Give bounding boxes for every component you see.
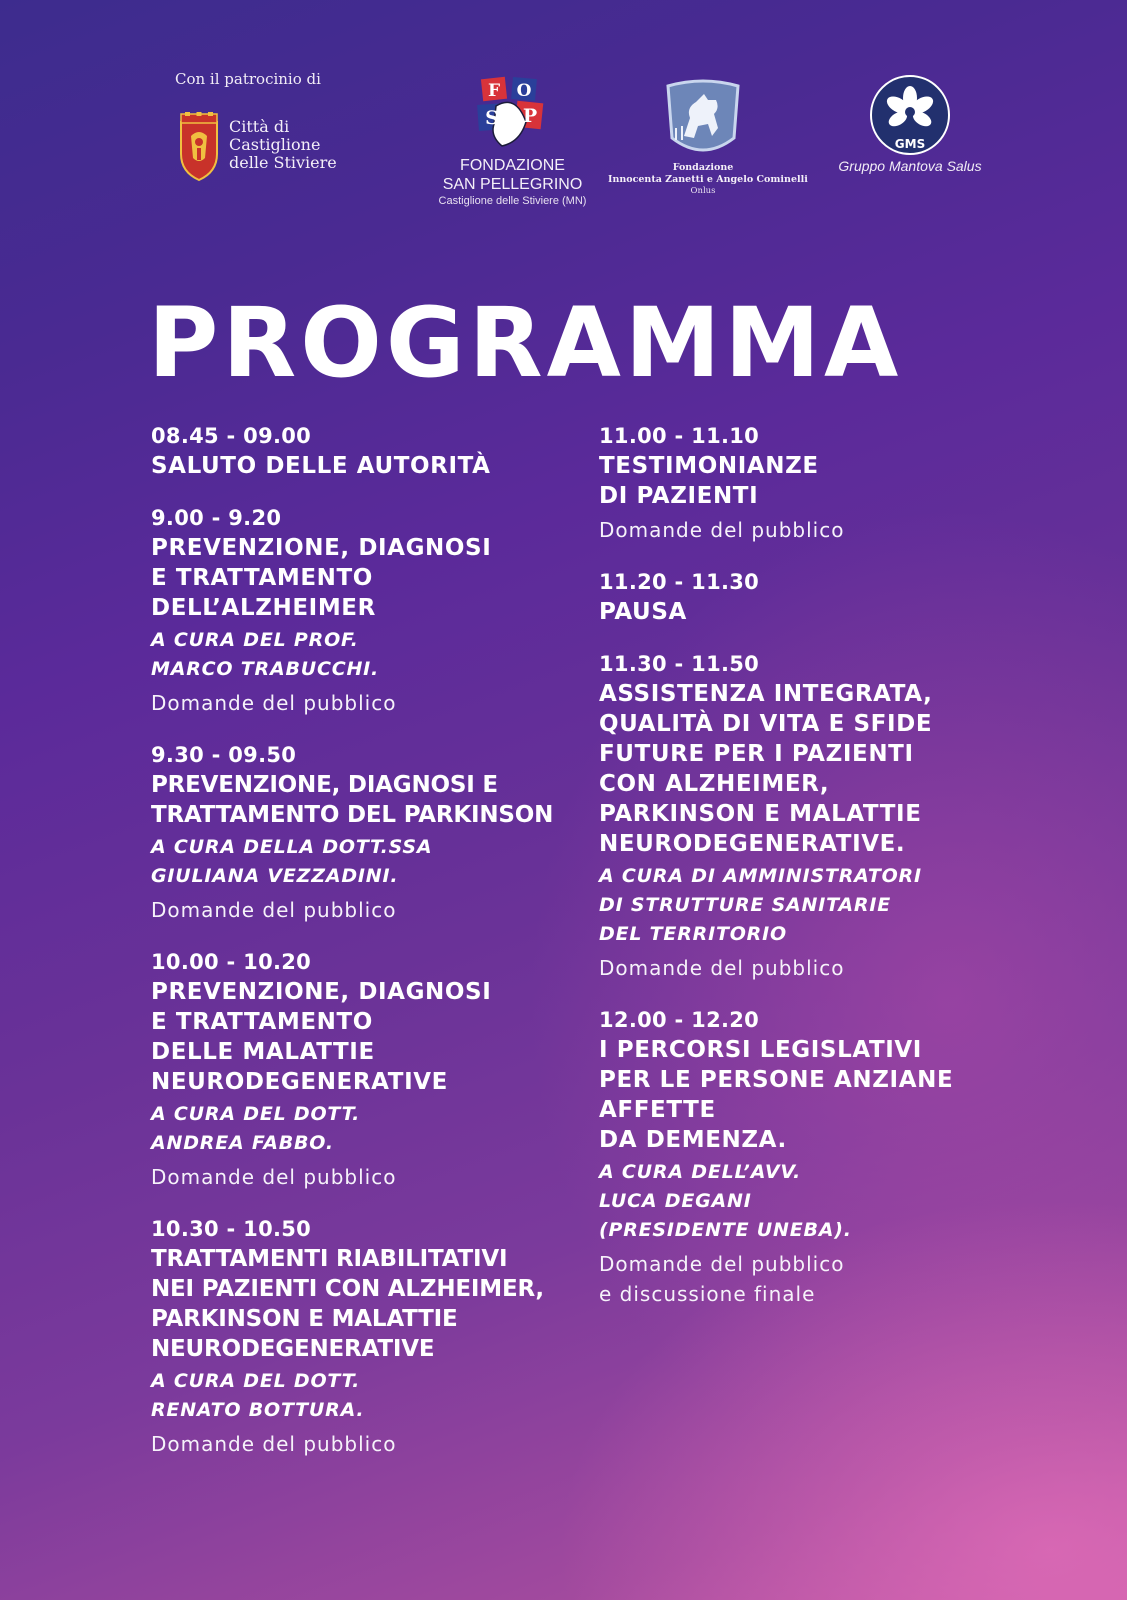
- program-item: [151, 422, 571, 481]
- city-crest-icon: [175, 112, 223, 182]
- session-questions-line: Domande del pubblico: [599, 956, 845, 980]
- session-questions: [151, 895, 571, 925]
- city-name-line-3: delle Stiviere: [229, 153, 337, 172]
- session-curator-line: ANDREA FABBO.: [151, 1132, 334, 1154]
- session-heading-line: PAUSA: [599, 599, 687, 625]
- session-curator: [151, 1367, 571, 1425]
- session-heading-line: TRATTAMENTI RIABILITATIVI: [151, 1246, 508, 1272]
- session-heading-line: QUALITÀ DI VITA E SFIDE: [599, 711, 933, 737]
- fondazione-zanetti-logo: [608, 78, 808, 196]
- session-curator-line: GIULIANA VEZZADINI.: [151, 865, 399, 887]
- sponsor-logos-header: [0, 0, 1127, 230]
- session-heading-line: AFFETTE: [599, 1097, 716, 1123]
- session-heading-line: DELL’ALZHEIMER: [151, 595, 376, 621]
- session-heading-line: PREVENZIONE, DIAGNOSI E: [151, 772, 498, 798]
- session-heading-line: NEI PAZIENTI CON ALZHEIMER,: [151, 1276, 544, 1302]
- page-title: PROGRAMMA: [148, 287, 903, 399]
- session-questions-line: Domande del pubblico: [151, 1165, 397, 1189]
- fosp-name-line-2: SAN PELLEGRINO: [442, 176, 583, 193]
- fosp-letter-p: P: [522, 105, 537, 127]
- session-curator: [151, 626, 571, 684]
- session-curator: [599, 1158, 1019, 1245]
- session-heading-line: DI PAZIENTI: [599, 483, 759, 509]
- fosp-emblem-icon: [468, 76, 558, 156]
- gruppo-mantova-salus-logo: [830, 74, 990, 174]
- session-questions: [151, 688, 571, 718]
- session-curator-line: A CURA DEL DOTT.: [151, 1103, 361, 1125]
- program-item: [599, 422, 1019, 545]
- session-time: 12.00 - 12.20: [599, 1008, 760, 1032]
- session-heading-line: SALUTO DELLE AUTORITÀ: [151, 453, 491, 479]
- session-heading-line: NEURODEGENERATIVE: [151, 1336, 435, 1362]
- program-item: [151, 504, 571, 718]
- gms-caption: Gruppo Mantova Salus: [838, 158, 982, 174]
- city-name-line-1: Città di: [229, 117, 290, 136]
- patronage-label: Con il patrocinio di: [175, 70, 321, 88]
- session-curator-line: A CURA DEL PROF.: [151, 629, 359, 651]
- session-heading-line: PARKINSON E MALATTIE: [151, 1306, 458, 1332]
- session-curator-line: A CURA DI AMMINISTRATORI: [599, 865, 922, 887]
- session-heading-line: TESTIMONIANZE: [599, 453, 819, 479]
- gms-emblem-text: GMS: [894, 137, 926, 151]
- session-questions: [151, 1162, 571, 1192]
- session-questions: [599, 515, 1019, 545]
- program-item: [151, 1215, 571, 1459]
- session-curator-line: A CURA DEL DOTT.: [151, 1370, 361, 1392]
- session-heading-line: TRATTAMENTO DEL PARKINSON: [151, 802, 554, 828]
- horse-crest-icon: [662, 78, 744, 162]
- session-questions: [151, 1429, 571, 1459]
- session-time: 08.45 - 09.00: [151, 424, 312, 448]
- session-heading-line: NEURODEGENERATIVE: [151, 1069, 448, 1095]
- zanetti-line-2: Innocenta Zanetti e Angelo Cominelli: [608, 174, 808, 185]
- session-heading-line: PARKINSON E MALATTIE: [599, 801, 922, 827]
- fosp-letter-s: S: [484, 107, 499, 129]
- program-item: [599, 1006, 1019, 1309]
- session-questions: [599, 1249, 1019, 1309]
- session-heading: [151, 451, 571, 481]
- session-curator-line: DEL TERRITORIO: [599, 923, 787, 945]
- session-time: 11.30 - 11.50: [599, 652, 760, 676]
- session-curator-line: MARCO TRABUCCHI.: [151, 658, 380, 680]
- session-time: 11.20 - 11.30: [599, 570, 760, 594]
- session-heading-line: E TRATTAMENTO: [151, 565, 373, 591]
- zanetti-line-1: Fondazione: [672, 162, 734, 173]
- session-curator: [151, 1100, 571, 1158]
- session-heading-line: CON ALZHEIMER,: [599, 771, 830, 797]
- session-curator: [599, 862, 1019, 949]
- fosp-letter-o: O: [516, 81, 531, 101]
- program-column-left: [151, 422, 571, 1482]
- fosp-location: Castiglione delle Stiviere (MN): [438, 195, 587, 207]
- session-time: 10.30 - 10.50: [151, 1217, 312, 1241]
- session-questions-line: Domande del pubblico: [599, 518, 845, 542]
- session-time: 9.00 - 9.20: [151, 506, 282, 530]
- session-heading: [599, 451, 1019, 511]
- session-heading-line: NEURODEGENERATIVE.: [599, 831, 906, 857]
- session-heading: [151, 1244, 571, 1364]
- session-curator: [151, 833, 571, 891]
- session-curator-line: A CURA DELLA DOTT.SSA: [151, 836, 433, 858]
- session-questions-line: Domande del pubblico: [151, 1432, 397, 1456]
- fosp-letter-f: F: [487, 81, 500, 101]
- patronage-block: [175, 70, 337, 172]
- session-time: 11.00 - 11.10: [599, 424, 760, 448]
- session-curator-line: (PRESIDENTE UNEBA).: [599, 1219, 852, 1241]
- session-heading: [599, 597, 1019, 627]
- session-curator-line: A CURA DELL’AVV.: [599, 1161, 801, 1183]
- session-heading-line: ASSISTENZA INTEGRATA,: [599, 681, 933, 707]
- session-curator-line: LUCA DEGANI: [599, 1190, 752, 1212]
- city-name: [229, 118, 349, 172]
- city-name-line-2: Castiglione: [229, 135, 321, 154]
- session-curator-line: RENATO BOTTURA.: [151, 1399, 365, 1421]
- zanetti-line-3: Onlus: [690, 186, 716, 196]
- session-time: 10.00 - 10.20: [151, 950, 312, 974]
- session-heading-line: E TRATTAMENTO: [151, 1009, 373, 1035]
- session-time: 9.30 - 09.50: [151, 743, 297, 767]
- session-heading-line: FUTURE PER I PAZIENTI: [599, 741, 914, 767]
- session-questions-line: e discussione finale: [599, 1282, 816, 1306]
- program-column-right: [599, 422, 1019, 1332]
- fondazione-san-pellegrino-logo: [425, 76, 600, 207]
- session-heading-line: PER LE PERSONE ANZIANE: [599, 1067, 954, 1093]
- session-heading: [599, 679, 1019, 859]
- session-heading-line: I PERCORSI LEGISLATIVI: [599, 1037, 922, 1063]
- session-heading-line: DELLE MALATTIE: [151, 1039, 375, 1065]
- session-questions: [599, 953, 1019, 983]
- fosp-name-line-1: FONDAZIONE: [460, 157, 565, 174]
- session-heading-line: PREVENZIONE, DIAGNOSI: [151, 979, 492, 1005]
- program-item: [151, 948, 571, 1192]
- program-item: [599, 568, 1019, 627]
- session-heading-line: PREVENZIONE, DIAGNOSI: [151, 535, 492, 561]
- program-item: [599, 650, 1019, 983]
- session-heading: [151, 770, 571, 830]
- session-heading: [151, 977, 571, 1097]
- session-questions-line: Domande del pubblico: [599, 1252, 845, 1276]
- session-questions-line: Domande del pubblico: [151, 898, 397, 922]
- program-item: [151, 741, 571, 925]
- session-heading: [599, 1035, 1019, 1155]
- session-questions-line: Domande del pubblico: [151, 691, 397, 715]
- session-curator-line: DI STRUTTURE SANITARIE: [599, 894, 891, 916]
- gms-flower-icon: [869, 74, 951, 156]
- session-heading-line: DA DEMENZA.: [599, 1127, 787, 1153]
- session-heading: [151, 533, 571, 623]
